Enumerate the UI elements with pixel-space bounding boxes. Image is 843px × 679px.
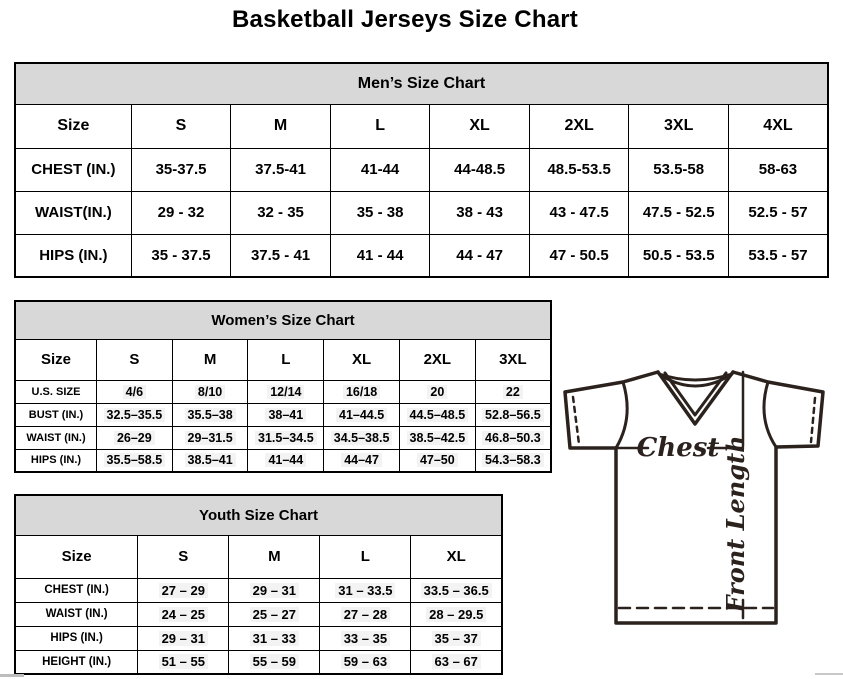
table-cell (172, 380, 248, 403)
row-label: HIPS (IN.) (15, 449, 96, 472)
cell-value: 35 - 38 (356, 204, 404, 221)
table-cell (138, 578, 229, 602)
youth-table (14, 494, 503, 675)
bottom-left-fragment (0, 674, 24, 677)
row-label: CHEST (IN.) (15, 148, 131, 191)
cell-value: 24 – 25 (159, 607, 208, 622)
table-cell (475, 426, 551, 449)
cell-value: 27 – 28 (341, 607, 390, 622)
womens-table-row (15, 380, 551, 403)
cell-value: 41–44.5 (336, 408, 387, 422)
mens-column-header-s: S (131, 104, 231, 148)
mens-column-header-4xl: 4XL (728, 104, 828, 148)
youth-column-header-xl: XL (411, 535, 502, 578)
cell-value: 41–44 (265, 453, 306, 467)
cell-value: 32 - 35 (257, 204, 304, 221)
table-cell (172, 403, 248, 426)
cell-value: 34.5–38.5 (331, 431, 393, 445)
table-cell (430, 191, 530, 234)
womens-column-header-m: M (172, 339, 248, 380)
cell-value: 4/6 (123, 385, 146, 399)
table-cell (231, 148, 331, 191)
womens-column-header-2xl: 2XL (399, 339, 475, 380)
table-cell (324, 380, 400, 403)
table-cell (430, 148, 530, 191)
womens-chart-title: Women’s Size Chart (15, 301, 551, 339)
mens-table (14, 62, 829, 278)
cell-value: 29 – 31 (159, 631, 208, 646)
cell-value: 28 – 29.5 (426, 607, 486, 622)
table-cell (248, 380, 324, 403)
table-cell (728, 148, 828, 191)
table-cell (411, 602, 502, 626)
table-cell (138, 650, 229, 674)
row-label: WAIST(IN.) (15, 191, 131, 234)
bottom-right-fragment (815, 673, 843, 675)
cell-value: 58-63 (758, 161, 798, 178)
cell-value: 33 – 35 (341, 631, 390, 646)
table-cell (248, 403, 324, 426)
table-cell (229, 578, 320, 602)
cell-value: 25 – 27 (250, 607, 299, 622)
table-cell (320, 578, 411, 602)
cell-value: 37.5-41 (255, 161, 306, 178)
cell-value: 55 – 59 (250, 654, 299, 669)
cell-value: 38.5–42.5 (407, 431, 469, 445)
jersey-outline (565, 372, 823, 623)
youth-table-row (15, 602, 502, 626)
cell-value: 31.5–34.5 (255, 431, 317, 445)
table-cell (475, 449, 551, 472)
youth-chart-title: Youth Size Chart (15, 495, 502, 535)
youth-table-row (15, 626, 502, 650)
mens-table-row (15, 191, 828, 234)
cell-value: 27 – 29 (159, 583, 208, 598)
cell-value: 44–47 (341, 453, 382, 467)
row-label: CHEST (IN.) (15, 578, 138, 602)
mens-column-header-m: M (231, 104, 331, 148)
table-cell (411, 650, 502, 674)
table-cell (248, 426, 324, 449)
table-cell (96, 449, 172, 472)
table-cell (96, 380, 172, 403)
table-cell (399, 449, 475, 472)
cell-value: 38.5–41 (185, 453, 236, 467)
row-label: U.S. SIZE (15, 380, 96, 403)
cell-value: 41 - 44 (356, 246, 404, 264)
row-label: WAIST (IN.) (15, 426, 96, 449)
cell-value: 38 - 43 (456, 204, 503, 221)
table-cell (231, 191, 331, 234)
cell-value: 22 (503, 385, 523, 399)
cell-value: 44 - 47 (456, 246, 503, 264)
cell-value: 50.5 - 53.5 (642, 246, 715, 264)
cell-value: 43 - 47.5 (549, 204, 609, 221)
cell-value: 16/18 (343, 385, 380, 399)
cell-value: 26–29 (114, 431, 155, 445)
mens-column-header-size: Size (15, 104, 131, 148)
cell-value: 35-37.5 (155, 161, 207, 178)
cell-value: 8/10 (195, 385, 225, 399)
mens-chart-title: Men’s Size Chart (15, 63, 828, 104)
cell-value: 44-48.5 (454, 161, 506, 178)
cell-value: 32.5–35.5 (104, 408, 166, 422)
cell-value: 29–31.5 (185, 431, 236, 445)
table-cell (529, 191, 629, 234)
table-cell (629, 234, 729, 277)
table-cell (229, 602, 320, 626)
cell-value: 44.5–48.5 (407, 408, 469, 422)
cell-value: 59 – 63 (341, 654, 390, 669)
table-cell (231, 234, 331, 277)
row-label: HEIGHT (IN.) (15, 650, 138, 674)
table-cell (138, 626, 229, 650)
cell-value: 37.5 - 41 (250, 246, 311, 264)
table-cell (529, 148, 629, 191)
table-cell (399, 426, 475, 449)
table-cell (475, 380, 551, 403)
table-cell (229, 626, 320, 650)
row-label: HIPS (IN.) (15, 234, 131, 277)
cell-value: 47 - 50.5 (549, 246, 609, 264)
cell-value: 52.8–56.5 (482, 408, 544, 422)
womens-table-row (15, 426, 551, 449)
cell-value: 20 (427, 385, 447, 399)
table-cell (330, 191, 430, 234)
table-cell (172, 426, 248, 449)
cell-value: 47.5 - 52.5 (642, 204, 715, 221)
cell-value: 33.5 – 36.5 (421, 583, 492, 598)
table-cell (138, 602, 229, 626)
cell-value: 53.5-58 (653, 161, 705, 178)
table-cell (399, 403, 475, 426)
youth-table-row (15, 650, 502, 674)
row-label: BUST (IN.) (15, 403, 96, 426)
table-cell (728, 191, 828, 234)
cell-value: 29 – 31 (250, 583, 299, 598)
womens-table (14, 300, 552, 473)
mens-size-chart-section (14, 62, 829, 278)
cell-value: 12/14 (267, 385, 304, 399)
womens-column-header-3xl: 3XL (475, 339, 551, 380)
table-cell (229, 650, 320, 674)
cell-value: 48.5-53.5 (547, 161, 611, 178)
womens-column-header-l: L (248, 339, 324, 380)
table-cell (320, 602, 411, 626)
table-cell (131, 191, 231, 234)
row-label: WAIST (IN.) (15, 602, 138, 626)
youth-column-header-m: M (229, 535, 320, 578)
cell-value: 38–41 (265, 408, 306, 422)
table-cell (411, 626, 502, 650)
left-armhole-seam (616, 382, 627, 448)
table-cell (529, 234, 629, 277)
right-armhole-seam (764, 382, 776, 447)
table-cell (399, 380, 475, 403)
cell-value: 63 – 67 (432, 654, 481, 669)
front-length-label: Front Length (721, 435, 750, 613)
table-cell (96, 403, 172, 426)
mens-column-header-l: L (330, 104, 430, 148)
left-cuff-stitch-line (573, 397, 579, 444)
youth-column-header-size: Size (15, 535, 138, 578)
womens-column-header-size: Size (15, 339, 96, 380)
jersey-measurement-diagram (551, 356, 843, 656)
womens-column-header-xl: XL (324, 339, 400, 380)
table-cell (411, 578, 502, 602)
table-cell (320, 626, 411, 650)
youth-column-header-s: S (138, 535, 229, 578)
cell-value: 46.8–50.3 (482, 431, 544, 445)
womens-table-row (15, 449, 551, 472)
table-cell (96, 426, 172, 449)
mens-column-header-xl: XL (430, 104, 530, 148)
cell-value: 29 - 32 (157, 204, 205, 221)
row-label: HIPS (IN.) (15, 626, 138, 650)
table-cell (330, 234, 430, 277)
table-cell (728, 234, 828, 277)
cell-value: 31 – 33.5 (335, 583, 395, 598)
cell-value: 31 – 33 (250, 631, 299, 646)
table-cell (324, 426, 400, 449)
cell-value: 54.3–58.3 (482, 453, 544, 467)
cell-value: 35.5–58.5 (104, 453, 166, 467)
right-cuff-stitch-line (811, 398, 815, 442)
cell-value: 53.5 - 57 (748, 246, 808, 264)
page-title: Basketball Jerseys Size Chart (232, 6, 578, 33)
mens-column-header-2xl: 2XL (529, 104, 629, 148)
table-cell (330, 148, 430, 191)
mens-table-row (15, 148, 828, 191)
jersey-diagram-svg (551, 356, 843, 656)
table-cell (172, 449, 248, 472)
chest-label: Chest (636, 433, 720, 463)
table-cell (629, 191, 729, 234)
cell-value: 52.5 - 57 (748, 204, 808, 221)
youth-column-header-l: L (320, 535, 411, 578)
womens-column-header-s: S (96, 339, 172, 380)
cell-value: 35 - 37.5 (151, 246, 211, 264)
cell-value: 47–50 (417, 453, 458, 467)
cell-value: 41-44 (360, 161, 400, 178)
cell-value: 35.5–38 (185, 408, 236, 422)
table-cell (324, 403, 400, 426)
table-cell (475, 403, 551, 426)
mens-table-row (15, 234, 828, 277)
mens-column-header-3xl: 3XL (629, 104, 729, 148)
youth-size-chart-section (14, 494, 503, 675)
table-cell (248, 449, 324, 472)
womens-table-row (15, 403, 551, 426)
cell-value: 35 – 37 (432, 631, 481, 646)
table-cell (131, 234, 231, 277)
table-cell (320, 650, 411, 674)
table-cell (629, 148, 729, 191)
cell-value: 51 – 55 (159, 654, 208, 669)
table-cell (131, 148, 231, 191)
table-cell (324, 449, 400, 472)
table-cell (430, 234, 530, 277)
youth-table-row (15, 578, 502, 602)
womens-size-chart-section (14, 300, 552, 473)
